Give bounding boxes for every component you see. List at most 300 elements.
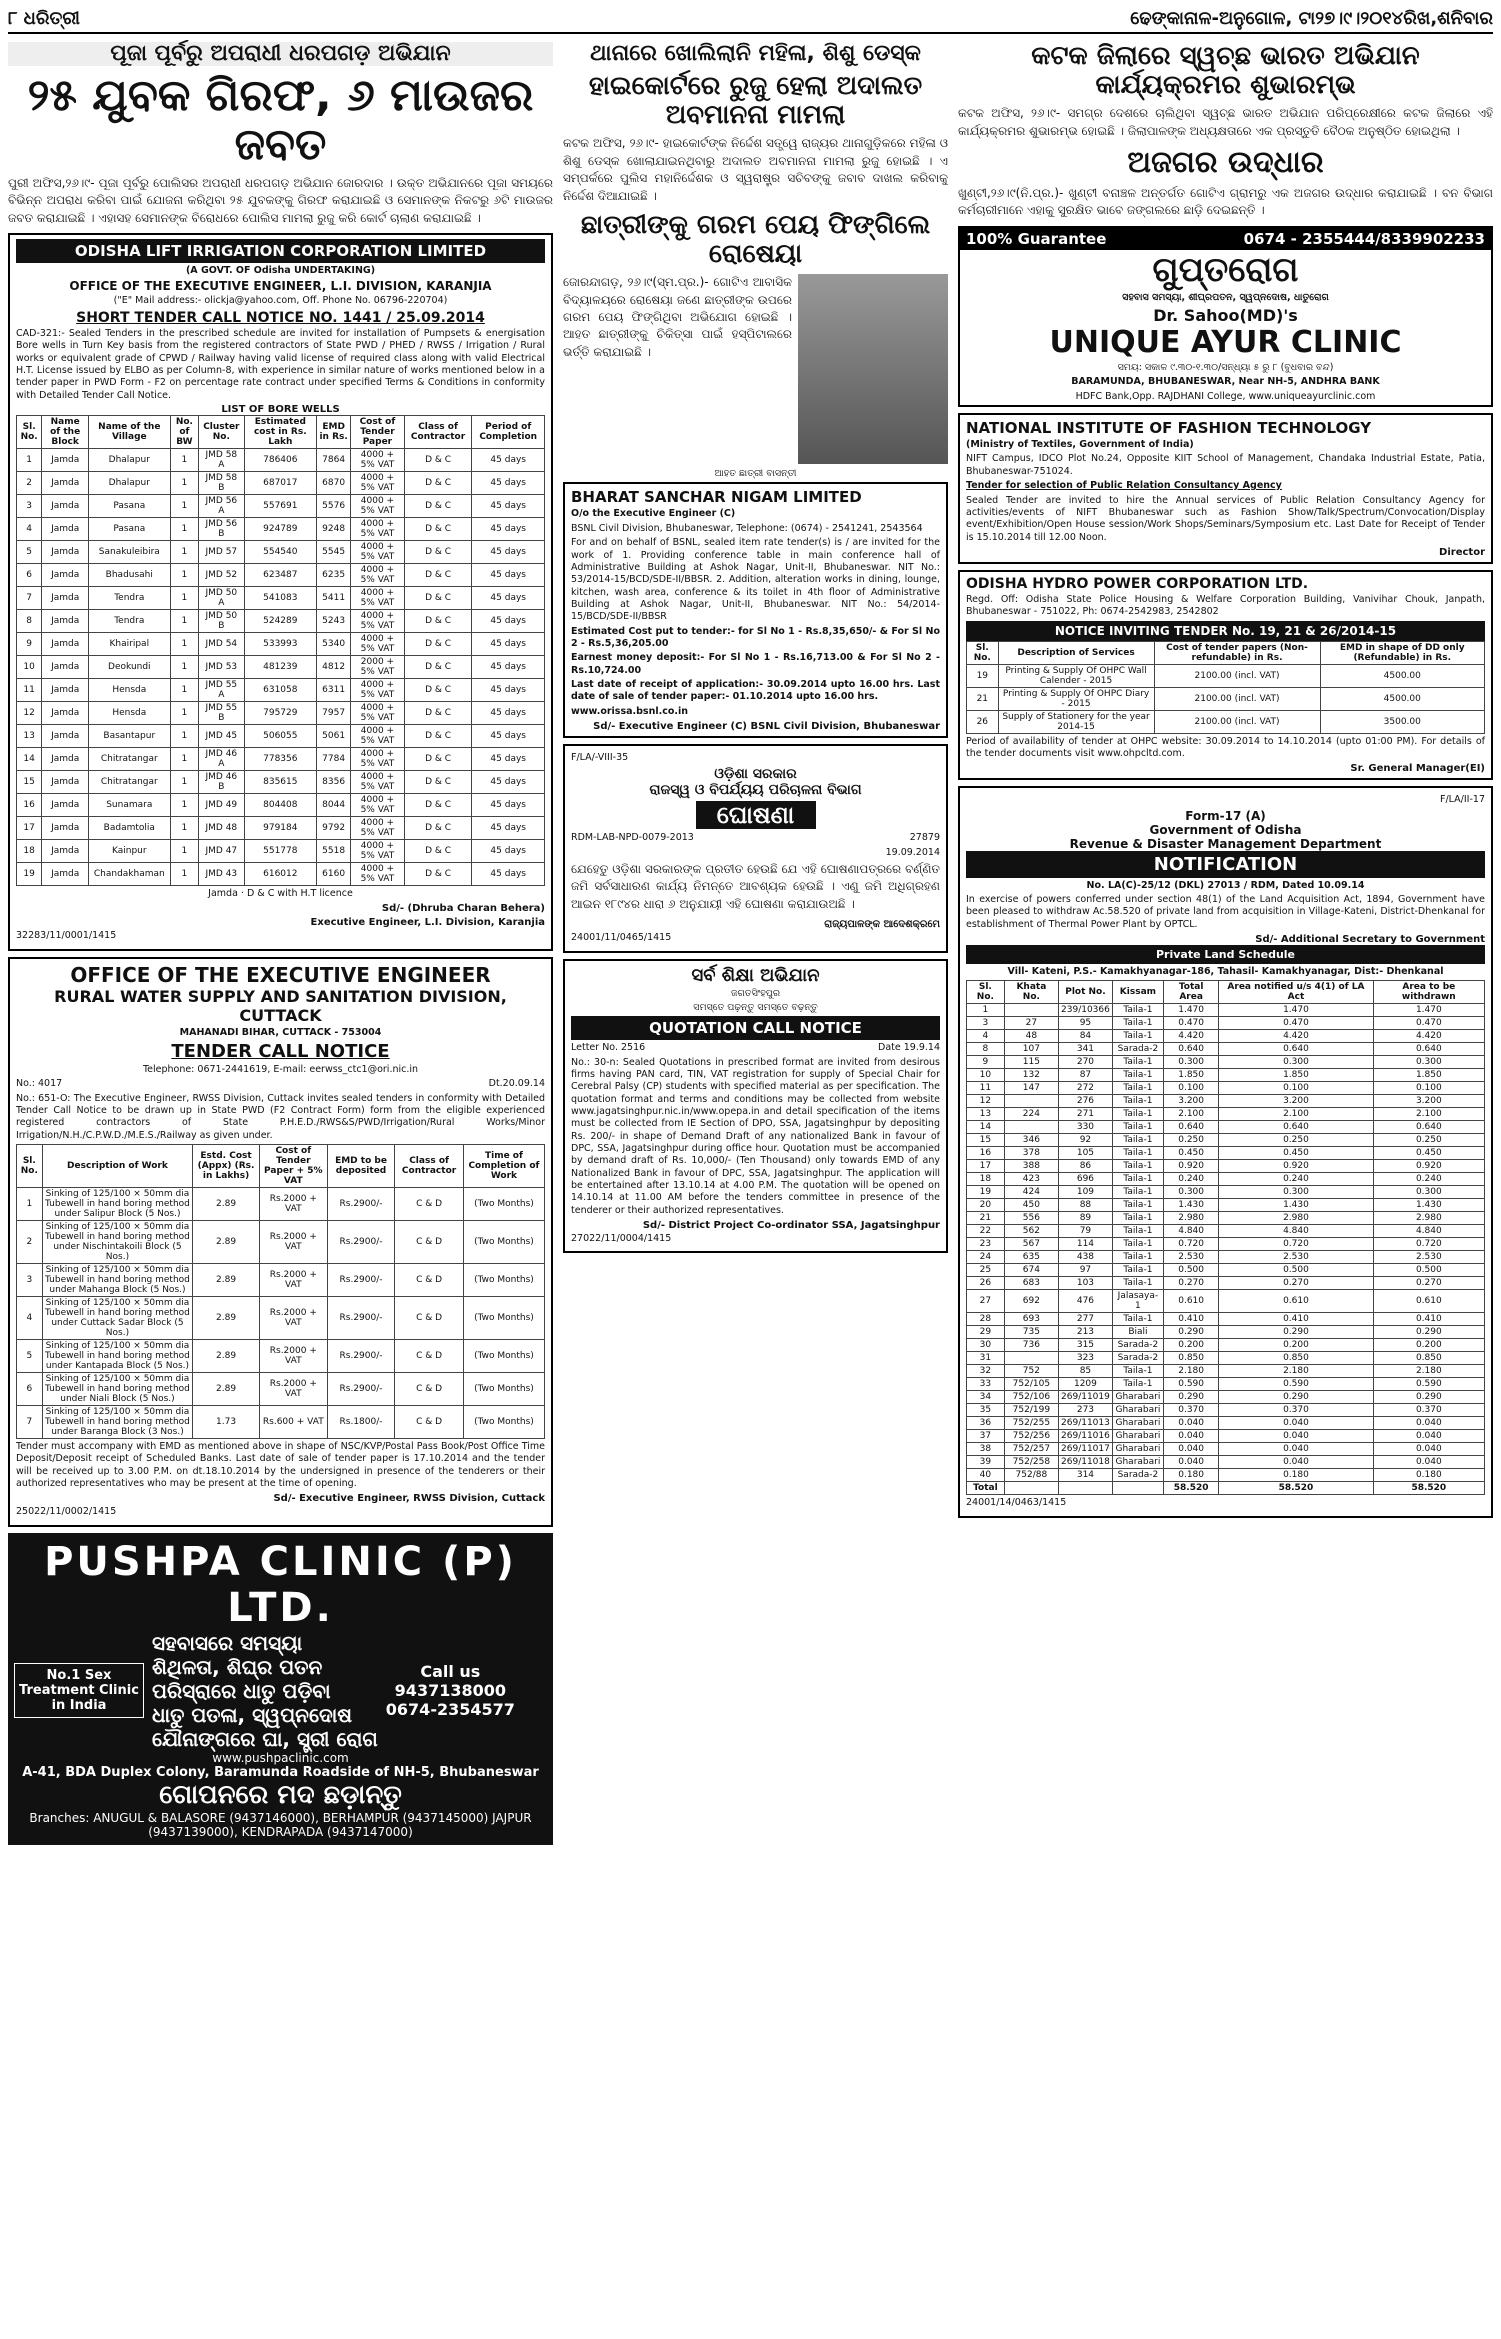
tender2-title: TENDER CALL NOTICE <box>171 1040 390 1062</box>
table-cell: D & C <box>404 586 472 609</box>
table-row <box>967 1430 1485 1443</box>
table-cell: 0.720 <box>1163 1238 1218 1251</box>
ssa-notice-title: QUOTATION CALL NOTICE <box>571 1016 940 1040</box>
table-cell: 506055 <box>244 724 317 747</box>
tender1-org: ODISHA LIFT IRRIGATION CORPORATION LIMITED <box>16 239 545 263</box>
table-cell: 752/106 <box>1004 1391 1058 1404</box>
table-cell: 3.200 <box>1163 1095 1218 1108</box>
table-cell: 0.850 <box>1163 1352 1218 1365</box>
table-cell: 107 <box>1004 1043 1058 1056</box>
table-cell: Rs.2900/- <box>327 1339 394 1372</box>
table-cell: D & C <box>404 540 472 563</box>
table-total-cell: 58.520 <box>1163 1482 1218 1495</box>
table-cell: 4 <box>967 1030 1005 1043</box>
table-cell: 1 <box>170 540 199 563</box>
table-cell: Taila-1 <box>1112 1238 1163 1251</box>
table-total-cell <box>1112 1482 1163 1495</box>
pushpa-phone1: 9437138000 <box>394 1681 506 1701</box>
table-cell: 45 days <box>472 770 545 793</box>
table-cell: 2.89 <box>193 1187 260 1220</box>
table-cell: 3500.00 <box>1320 710 1485 733</box>
table-cell: 92 <box>1059 1134 1113 1147</box>
table-cell: JMD 55 A <box>199 678 244 701</box>
table-cell: 752/88 <box>1004 1469 1058 1482</box>
table-cell: 0.470 <box>1219 1017 1373 1030</box>
table-row <box>17 701 545 724</box>
table-cell: JMD 55 B <box>199 701 244 724</box>
table-cell: 4.420 <box>1163 1030 1218 1043</box>
notif-no: No. LA(C)-25/12 (DKL) 27013 / RDM, Dated 10.09.14 <box>1086 879 1365 891</box>
table-header-cell: Khata No. <box>1004 981 1058 1004</box>
table-cell: Jamda <box>42 862 89 885</box>
table-cell: 17 <box>967 1160 1005 1173</box>
table-cell: 4000 + 5% VAT <box>351 747 405 770</box>
table-cell: Taila-1 <box>1112 1264 1163 1277</box>
table-cell: 7 <box>17 1405 43 1438</box>
table-cell: 557691 <box>244 494 317 517</box>
table-cell: 346 <box>1004 1134 1058 1147</box>
table-cell: Sinking of 125/100 × 50mm dia Tubewell in hand boring method under Nischintakoili Block (5 Nos.) <box>42 1220 193 1263</box>
table-cell: 1.430 <box>1163 1199 1218 1212</box>
table-row <box>967 1095 1485 1108</box>
table-cell: Sunamara <box>88 793 170 816</box>
table-cell: 541083 <box>244 586 317 609</box>
table-cell: 36 <box>967 1417 1005 1430</box>
table-cell: 4.840 <box>1163 1225 1218 1238</box>
table-cell: D & C <box>404 839 472 862</box>
table-cell: 835615 <box>244 770 317 793</box>
table-cell: Gharabari <box>1112 1391 1163 1404</box>
table-cell: (Two Months) <box>463 1372 544 1405</box>
table-cell: 752/258 <box>1004 1456 1058 1469</box>
column-right <box>958 40 1493 2330</box>
ohpc-org: ODISHA HYDRO POWER CORPORATION LTD. <box>966 575 1309 592</box>
table-cell: 0.610 <box>1219 1290 1373 1313</box>
table-row <box>967 1173 1485 1186</box>
tender1-block: Jamda <box>208 887 238 899</box>
table-cell: (Two Months) <box>463 1405 544 1438</box>
ayur-web[interactable]: HDFC Bank,Opp. RAJDHANI College, www.uniqueayurclinic.com <box>1075 390 1376 402</box>
notif-ref: F/LA/II-17 <box>1440 794 1485 806</box>
table-cell: 45 days <box>472 494 545 517</box>
table-header-cell: Period of Completion <box>472 415 545 448</box>
ssa-sign: Sd/- District Project Co-ordinator SSA, Jagatsinghpur <box>642 1220 940 1232</box>
table-cell: 2.89 <box>193 1339 260 1372</box>
table-cell: 0.640 <box>1163 1043 1218 1056</box>
story3-body: କଟକ ଅଫିସ, ୨୬।୯- ସମଗ୍ର ଦେଶରେ ଚାଲିଥିବା ସ୍ୱଚ୍ଛ ଭାରତ ଅଭିଯାନ ପରିପ୍ରେକ୍ଷୀରେ କଟକ ଜିଲାରେ ଏହି କାର୍ଯ୍ୟକ୍ରମର ଶୁଭାରମ୍ଭ ହୋଇଛି । ଜିଲାପାଳଙ୍କ ଅଧ୍ୟକ୍ଷତାରେ ଏକ ପ୍ରସ୍ତୁତି ବୈଠକ ଅନୁଷ୍ଠିତ ହୋଇଥିଲା । <box>958 106 1493 138</box>
table-cell: 692 <box>1004 1290 1058 1313</box>
table-cell: 45 days <box>472 678 545 701</box>
table-row <box>967 687 1485 710</box>
table-cell: 1.850 <box>1219 1069 1373 1082</box>
table-row <box>967 1238 1485 1251</box>
table-cell: Biali <box>1112 1326 1163 1339</box>
table-cell: Basantapur <box>88 724 170 747</box>
table-cell: 7784 <box>317 747 351 770</box>
tender1-sign2: Executive Engineer, L.I. Division, Karanjia <box>310 917 545 929</box>
table-row <box>967 1134 1485 1147</box>
ohpc-sign: Sr. General Manager(EI) <box>1350 763 1485 775</box>
table-cell: 1 <box>170 839 199 862</box>
table-cell: Jamda <box>42 540 89 563</box>
table-cell: 4000 + 5% VAT <box>351 471 405 494</box>
table-cell: Taila-1 <box>1112 1160 1163 1173</box>
ghosana-ref2: 24001/11/0465/1415 <box>571 932 672 944</box>
table-cell: 438 <box>1059 1251 1113 1264</box>
table-cell: D & C <box>404 632 472 655</box>
table-row <box>967 1326 1485 1339</box>
table-row <box>17 609 545 632</box>
table-cell: 0.850 <box>1219 1352 1373 1365</box>
ayur-clinic: UNIQUE AYUR CLINIC <box>1049 325 1402 361</box>
tubewell-table <box>16 1144 545 1439</box>
table-cell: 0.300 <box>1219 1186 1373 1199</box>
table-cell: 38 <box>967 1443 1005 1456</box>
table-cell: Jamda <box>42 816 89 839</box>
table-cell: 1 <box>170 517 199 540</box>
table-cell: 0.290 <box>1373 1391 1484 1404</box>
table-row <box>17 1339 545 1372</box>
table-row <box>967 1030 1485 1043</box>
table-cell: Bhadusahi <box>88 563 170 586</box>
story4-headline: ଅଜଗର ଉଦ୍ଧାର <box>1127 144 1324 180</box>
table-cell: C & D <box>395 1187 464 1220</box>
table-cell: 3 <box>17 494 42 517</box>
bsnl-dates: Last date of receipt of application:- 30.09.2014 upto 16.00 hrs. Last date of sale of tender paper:- 01.10.2014 upto 16.00 hrs. <box>571 678 940 703</box>
pushpa-badge: No.1 Sex Treatment Clinic in India <box>14 1663 144 1718</box>
table-cell: 0.590 <box>1219 1378 1373 1391</box>
table-cell: JMD 58 A <box>199 448 244 471</box>
table-row <box>967 1251 1485 1264</box>
table-cell: 0.240 <box>1163 1173 1218 1186</box>
table-row <box>17 1372 545 1405</box>
table-cell: 0.290 <box>1219 1326 1373 1339</box>
table-cell: 97 <box>1059 1264 1113 1277</box>
table-cell: 24 <box>967 1251 1005 1264</box>
table-cell: 0.640 <box>1373 1121 1484 1134</box>
pushpa-line: ପରିସ୍ରାରେ ଧାତୁ ପଡ଼ିବା <box>152 1678 331 1703</box>
ayur-phones: 0674 - 2355444/8339902233 <box>1243 229 1485 248</box>
tender2-footer: Tender must accompany with EMD as mentioned above in shape of NSC/KVP/Postal Pass Book/Post Office Time Deposit/Deposit receipt of Scheduled Banks. Last date of sale of tender paper is 17.10.2014 and the tender will be received up to 3.00 P.M. on dt.18.10.2014 by the undersigned in presence of the tenderers or their authorized representatives who may be present at the time of opening. <box>16 1440 545 1490</box>
table-row <box>17 1263 545 1296</box>
table-cell: 11 <box>967 1082 1005 1095</box>
table-cell: Taila-1 <box>1112 1095 1163 1108</box>
table-cell: JMD 56 A <box>199 494 244 517</box>
pushpa-line: ଧାତୁ ପତଳା, ସ୍ୱପ୍ନଦୋଷ <box>152 1702 353 1727</box>
table-cell: 423 <box>1004 1173 1058 1186</box>
table-cell: D & C <box>404 678 472 701</box>
bsnl-sign: Sd/- Executive Engineer (C) BSNL Civil Division, Bhubaneswar <box>593 720 940 732</box>
table-cell: 1 <box>170 793 199 816</box>
table-cell: JMD 54 <box>199 632 244 655</box>
table-cell: 35 <box>967 1404 1005 1417</box>
injured-student-photo <box>798 274 948 464</box>
table-cell: 4000 + 5% VAT <box>351 540 405 563</box>
table-cell <box>1004 1352 1058 1365</box>
table-cell: D & C <box>404 724 472 747</box>
table-cell: Dhalapur <box>88 471 170 494</box>
table-cell: 752/199 <box>1004 1404 1058 1417</box>
table-cell: 5545 <box>317 540 351 563</box>
table-cell: Chitratangar <box>88 770 170 793</box>
table-cell: 0.040 <box>1163 1430 1218 1443</box>
table-cell: 2.100 <box>1219 1108 1373 1121</box>
ssa-date: Date 19.9.14 <box>878 1042 940 1054</box>
pushpa-web[interactable]: www.pushpaclinic.com <box>212 1750 349 1765</box>
tender1-body: CAD-321:- Sealed Tenders in the prescribed schedule are invited for installation of Pumpsets & energisation Bore wells in Turn Key basis from the registered contractors of State PWD / PHED / RWSS / Irrigation / Rural works or equivalent grade of CPWD / Railway having valid license of required class along with valid Electrical H.T. License issued by ELBO as per Column-8, with experience in similar nature of works mentioned below in a tender paper in PWD Form - F2 on percentage rate contract under specified Terms & Conditions in conformity with Detailed Tender Call Notice. <box>16 327 545 401</box>
table-cell: JMD 58 B <box>199 471 244 494</box>
column-left <box>8 40 553 2330</box>
table-cell: C & D <box>395 1296 464 1339</box>
table-cell: Taila-1 <box>1112 1056 1163 1069</box>
table-cell: 45 days <box>472 793 545 816</box>
table-cell: 1 <box>170 747 199 770</box>
table-cell: 0.500 <box>1373 1264 1484 1277</box>
table-cell: 388 <box>1004 1160 1058 1173</box>
table-cell: Jamda <box>42 471 89 494</box>
table-cell: Jamda <box>42 678 89 701</box>
table-cell: D & C <box>404 793 472 816</box>
table-cell: Hensda <box>88 701 170 724</box>
table-cell: 0.410 <box>1219 1313 1373 1326</box>
table-row <box>967 1056 1485 1069</box>
bsnl-sub: O/o the Executive Engineer (C) <box>571 508 736 520</box>
ayur-time: ସମୟ: ସକାଳ ୯.୩୦-୧.୩୦/ସନ୍ଧ୍ୟା ୫ ରୁ ୮ (ବୁଧବାର ବନ୍ଦ) <box>1117 362 1334 374</box>
table-cell: 687017 <box>244 471 317 494</box>
table-cell: 1.430 <box>1219 1199 1373 1212</box>
table-cell: 29 <box>967 1326 1005 1339</box>
tender1-sign1: Sd/- (Dhruba Charan Behera) <box>381 903 545 915</box>
table-cell: 0.270 <box>1163 1277 1218 1290</box>
ayur-doctor: Dr. Sahoo(MD)'s <box>1153 306 1298 326</box>
table-row <box>967 1391 1485 1404</box>
table-row <box>17 655 545 678</box>
table-cell: 752 <box>1004 1365 1058 1378</box>
table-row <box>17 678 545 701</box>
tender2-date: Dt.20.09.14 <box>488 1078 545 1090</box>
table-row <box>967 1121 1485 1134</box>
pushpa-clinic-ad <box>8 1533 553 1845</box>
table-cell: 1 <box>170 770 199 793</box>
table-cell: Gharabari <box>1112 1417 1163 1430</box>
table-header-cell: Sl. No. <box>967 641 999 664</box>
table-cell: D & C <box>404 747 472 770</box>
table-cell: 13 <box>17 724 42 747</box>
table-cell: 45 days <box>472 517 545 540</box>
table-row <box>967 1443 1485 1456</box>
table-cell: 3.200 <box>1373 1095 1484 1108</box>
table-cell: Taila-1 <box>1112 1030 1163 1043</box>
table-cell: 1 <box>170 632 199 655</box>
table-cell: Jamda <box>42 632 89 655</box>
pushpa-branches: Branches: ANUGUL & BALASORE (9437146000), BERHAMPUR (9437145000) JAJPUR (9437139000), KENDRAPADA (9437147000) <box>29 1810 532 1839</box>
table-cell: 1 <box>17 1187 43 1220</box>
table-cell: Gharabari <box>1112 1430 1163 1443</box>
table-row <box>967 1313 1485 1326</box>
table-row <box>17 770 545 793</box>
table-cell: Sinking of 125/100 × 50mm dia Tubewell in hand boring method under Salipur Block (5 Nos.) <box>42 1187 193 1220</box>
table-cell: 0.040 <box>1219 1456 1373 1469</box>
table-cell: 4000 + 5% VAT <box>351 839 405 862</box>
bsnl-address: BSNL Civil Division, Bhubaneswar, Telephone: (0674) - 2541241, 2543564 <box>571 522 923 534</box>
table-cell: 4.840 <box>1373 1225 1484 1238</box>
table-cell: Taila-1 <box>1112 1121 1163 1134</box>
table-cell: 524289 <box>244 609 317 632</box>
table-cell: 0.040 <box>1373 1456 1484 1469</box>
table-cell: 7864 <box>317 448 351 471</box>
table-cell: 45 days <box>472 747 545 770</box>
bsnl-body: For and on behalf of BSNL, sealed item rate tender(s) is / are invited for the work of 1. Providing conference table in main conference hall of Administrative Building at Ashok Nagar, Unit-II, Bhubaneswar. NIT No.: 53/2014-15/BCD/SDE-II/BBSR. 2. Addition, alteration works in dining, lounge, kitchen, wash area, conference & its toilet in 4th floor of Administrative Building at Ashok Nagar, Unit-II, Bhubaneswar. NIT No.: 54/2014-15/BCD/SDE-II/BBSR <box>571 537 940 623</box>
table-header-cell: Total Area <box>1163 981 1218 1004</box>
table-cell: 2.100 <box>1163 1108 1218 1121</box>
table-row <box>17 1187 545 1220</box>
tender1-email: ("E" Mail address:- olickja@yahoo.com, Off. Phone No. 06796-220704) <box>113 295 448 307</box>
table-cell: 8356 <box>317 770 351 793</box>
table-cell: 0.040 <box>1373 1443 1484 1456</box>
table-cell: 269/11019 <box>1059 1391 1113 1404</box>
table-cell: C & D <box>395 1220 464 1263</box>
table-cell: Sarada-2 <box>1112 1352 1163 1365</box>
table-cell: 4.420 <box>1219 1030 1373 1043</box>
table-cell: 5340 <box>317 632 351 655</box>
bsnl-web[interactable]: www.orissa.bsnl.co.in <box>571 705 688 717</box>
table-cell: 33 <box>967 1378 1005 1391</box>
table-cell: JMD 45 <box>199 724 244 747</box>
table-cell <box>1004 1095 1058 1108</box>
table-cell: Taila-1 <box>1112 1069 1163 1082</box>
table-cell: 0.180 <box>1219 1469 1373 1482</box>
table-cell: Jamda <box>42 770 89 793</box>
story2-headline: ହାଇକୋର୍ଟରେ ରୁଜୁ ହେଲା ଅଦାଲତ ଅବମାନନା ମାମଲା <box>588 71 923 130</box>
table-cell: 79 <box>1059 1225 1113 1238</box>
table-cell: Rs.2900/- <box>327 1263 394 1296</box>
table-cell: JMD 50 B <box>199 609 244 632</box>
table-header-cell: Plot No. <box>1059 981 1113 1004</box>
table-row <box>967 1147 1485 1160</box>
table-cell: 623487 <box>244 563 317 586</box>
table-cell: 2.530 <box>1373 1251 1484 1264</box>
table-header-cell: Estd. Cost (Appx) (Rs. in Lakhs) <box>193 1144 260 1187</box>
table-cell: 0.200 <box>1219 1339 1373 1352</box>
table-cell: 11 <box>17 678 42 701</box>
table-cell: 269/11016 <box>1059 1430 1113 1443</box>
table-cell: Printing & Supply Of OHPC Wall Calender - 2015 <box>998 664 1154 687</box>
table-cell: Jamda <box>42 724 89 747</box>
table-cell: 4000 + 5% VAT <box>351 609 405 632</box>
table-cell: 735 <box>1004 1326 1058 1339</box>
table-cell: 8 <box>967 1043 1005 1056</box>
table-cell: 0.640 <box>1373 1043 1484 1056</box>
ghosana-dept: ରାଜସ୍ୱ ଓ ବିପର୍ଯ୍ୟୟ ପରିଚାଳନା ବିଭାଗ <box>649 782 862 799</box>
table-cell: 0.370 <box>1219 1404 1373 1417</box>
table-cell: 795729 <box>244 701 317 724</box>
table-cell: Rs.2000 + VAT <box>259 1339 327 1372</box>
table-cell: 27 <box>1004 1017 1058 1030</box>
table-cell: 5 <box>17 1339 43 1372</box>
table-cell: 45 days <box>472 839 545 862</box>
table-cell: 0.720 <box>1219 1238 1373 1251</box>
table-cell: 0.850 <box>1373 1352 1484 1365</box>
ayur-guarantee: 100% Guarantee <box>966 229 1107 248</box>
table-header-cell: Sl. No. <box>967 981 1005 1004</box>
story1-headline: ୨୫ ଯୁବକ ଗିରଫ, ୬ ମାଉଜର ଜବତ <box>27 70 534 170</box>
table-cell: 2.530 <box>1163 1251 1218 1264</box>
table-cell: 0.370 <box>1373 1404 1484 1417</box>
ghosana-title: ଘୋଷଣା <box>696 801 816 829</box>
bsnl-emd: Earnest money deposit:- For Sl No 1 - Rs.16,713.00 & For Sl No 2 - Rs.10,724.00 <box>571 652 940 676</box>
table-cell: 39 <box>967 1456 1005 1469</box>
tender1-table-title: LIST OF BORE WELLS <box>221 403 340 415</box>
table-cell: 4000 + 5% VAT <box>351 793 405 816</box>
table-cell: 0.040 <box>1219 1430 1373 1443</box>
table-cell: Sanakuleibira <box>88 540 170 563</box>
table-cell: (Two Months) <box>463 1296 544 1339</box>
table-cell: 0.040 <box>1219 1443 1373 1456</box>
notif-title: NOTIFICATION <box>966 851 1485 878</box>
table-row <box>17 793 545 816</box>
table-cell: 0.590 <box>1373 1378 1484 1391</box>
table-total-cell <box>1004 1482 1058 1495</box>
table-cell: Sarada-2 <box>1112 1469 1163 1482</box>
table-cell: C & D <box>395 1339 464 1372</box>
table-cell: 4000 + 5% VAT <box>351 632 405 655</box>
table-row <box>967 1186 1485 1199</box>
table-cell: Badamtolia <box>88 816 170 839</box>
pushpa-lines <box>152 1631 378 1751</box>
table-cell: JMD 57 <box>199 540 244 563</box>
story4-body: ଖୁଣ୍ଟୀ,୨୬।୯(ନି.ପ୍ର.)- ଖୁଣ୍ଟୀ ବନାଞ୍ଚଳ ଅନ୍ତର୍ଗତ ଗୋଟିଏ ଗ୍ରାମରୁ ଏକ ଅଜଗର ଉଦ୍ଧାର କରାଯାଇଛି । ବନ ବିଭାଗ କର୍ମଚାରୀମାନେ ଏହାକୁ ସୁରକ୍ଷିତ ଭାବେ ଜଙ୍ଗଲରେ ଛାଡ଼ି ଦେଇଛନ୍ତି । <box>958 185 1493 218</box>
table-cell: 48 <box>1004 1030 1058 1043</box>
table-cell: 5576 <box>317 494 351 517</box>
story2-kicker: ଥାନାରେ ଖୋଲିଲାନି ମହିଳା, ଶିଶୁ ଡେସ୍କ <box>590 41 921 66</box>
table-cell: Rs.1800/- <box>327 1405 394 1438</box>
notif-body: In exercise of powers conferred under section 48(1) of the Land Acquisition Act, 1894, Government have been pleased to withdraw Ac.58.520 of private land from acquisition in Village-Kateni, District-Dhenkanal for establishment of Thermal Power Plant by OPTCL. <box>966 893 1485 930</box>
table-cell: 271 <box>1059 1108 1113 1121</box>
table-cell: Chandakhaman <box>88 862 170 885</box>
table-cell: 114 <box>1059 1238 1113 1251</box>
table-cell: 0.040 <box>1219 1417 1373 1430</box>
table-cell: 10 <box>967 1069 1005 1082</box>
table-row <box>967 1352 1485 1365</box>
table-row <box>17 632 545 655</box>
table-cell: 4500.00 <box>1320 664 1485 687</box>
table-cell: 0.200 <box>1163 1339 1218 1352</box>
table-cell: 7957 <box>317 701 351 724</box>
table-cell: 0.300 <box>1163 1186 1218 1199</box>
nift-sub: (Ministry of Textiles, Government of India) <box>966 439 1194 451</box>
table-header-cell: Name of the Block <box>42 415 89 448</box>
table-cell: JMD 43 <box>199 862 244 885</box>
table-cell: 239/10366 <box>1059 1004 1113 1017</box>
rwss-tender <box>8 957 553 1527</box>
table-cell: 45 days <box>472 724 545 747</box>
table-cell: 2.980 <box>1373 1212 1484 1225</box>
table-cell: 6160 <box>317 862 351 885</box>
table-cell: 14 <box>17 747 42 770</box>
table-header-cell: EMD in Rs. <box>317 415 351 448</box>
table-cell: 0.270 <box>1373 1277 1484 1290</box>
table-cell: (Two Months) <box>463 1263 544 1296</box>
table-cell: 4000 + 5% VAT <box>351 494 405 517</box>
table-cell: 16 <box>967 1147 1005 1160</box>
ssa-tag: ସମସ୍ତେ ପଢ଼ନ୍ତୁ ସମସ୍ତେ ବଢ଼ନ୍ତୁ <box>693 1001 818 1013</box>
table-cell: 1 <box>170 862 199 885</box>
table-cell: D & C <box>404 563 472 586</box>
table-cell: (Two Months) <box>463 1220 544 1263</box>
table-cell: 0.610 <box>1373 1290 1484 1313</box>
table-cell: Taila-1 <box>1112 1365 1163 1378</box>
story2-body: କଟକ ଅଫିସ, ୨୬।୯- ହାଇକୋର୍ଟଙ୍କ ନିର୍ଦ୍ଦେଶ ସତ୍ତ୍ୱେ ରାଜ୍ୟର ଥାନାଗୁଡ଼ିକରେ ମହିଳା ଓ ଶିଶୁ ଡେସ୍କ ଖୋଲାଯାଇନଥିବାରୁ ଅଦାଲତ ଅବମାନନା ମାମଲା ରୁଜୁ ହୋଇଛି । ଏ ସମ୍ପର୍କରେ ପୁଲିସ ମହାନିର୍ଦ୍ଦେଶକ ଓ ସ୍ୱରାଷ୍ଟ୍ର ସଚିବଙ୍କୁ ଜବାବ ଦାଖଲ କରିବାକୁ ନିର୍ଦ୍ଦେଶ ଦିଆଯାଇଛି । <box>563 136 948 203</box>
